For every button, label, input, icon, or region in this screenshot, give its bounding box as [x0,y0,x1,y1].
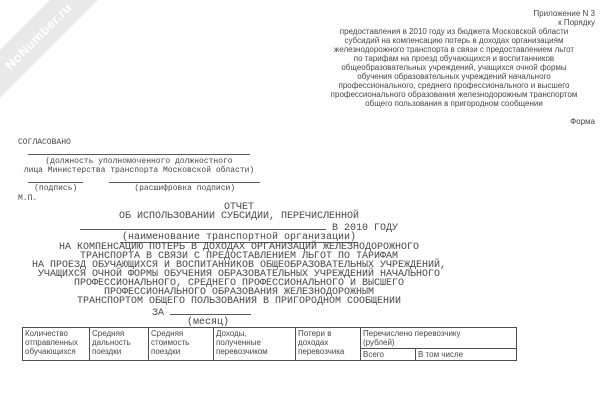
watermark-band [0,0,105,103]
appendix-subtitle: к Порядку [558,18,595,27]
appendix-line: предоставления в 2010 году из бюджета Московской области [339,27,569,36]
signature-caption: (подпись) [28,182,83,193]
col-header-avg-trip-distance: Средняя дальность поездки [90,328,149,361]
watermark-text: NoNumber.ru [1,0,75,73]
col-header-carrier-income: Доходы, полученные перевозчиком [214,328,296,361]
report-title: ОТЧЕТ [223,202,254,213]
appendix-line: профессионального, среднего профессионального и высшего [338,81,570,90]
report-table [22,327,517,361]
period-prefix: ЗА [152,308,165,319]
report-year: В 2010 ГОДУ [332,223,399,234]
appendix-line: железнодорожного транспорта в связи с предоставлением льгот [333,45,575,54]
org-name-blank [80,221,326,230]
appendix-line: общеобразовательных учреждений, учащихся очной формы [341,63,567,72]
report-body-line: НА ПРОЕЗД ОБУЧАЮЩИХСЯ И ВОСПИТАННИКОВ ОБЩЕОБРАЗОВАТЕЛЬНЫХ УЧРЕЖДЕНИЙ, [31,260,447,271]
signature-row [18,182,260,193]
signature-transcript-caption: (расшифровка подписи) [109,182,260,193]
report-title-block [0,203,478,327]
subcol-header-total: Всего [361,349,416,361]
period-row [0,306,478,318]
position-blank-line [28,147,250,155]
approval-block [18,138,260,203]
report-body-line: УЧАЩИХСЯ ОЧНОЙ ФОРМЫ ОБУЧЕНИЯ ОБРАЗОВАТЕЛЬНЫХ УЧРЕЖДЕНИЙ НАЧАЛЬНОГО [37,269,441,280]
appendix-line: общего пользования в пригородном сообщении [365,99,543,108]
report-subtitle: ОБ ИСПОЛЬЗОВАНИИ СУБСИДИИ, ПЕРЕЧИСЛЕННОЙ [118,211,360,222]
appendix-line: по тарифам на проезд обучающихся и воспитанников [353,54,555,63]
col-header-avg-trip-cost: Средняя стоимость поездки [149,328,214,361]
appendix-line: субсидий на компенсацию потерь в доходах организациям [344,36,564,45]
position-caption-line1: (должность уполномоченного должностного [45,157,233,166]
seal-mark: М.П. [18,194,38,203]
subcol-header-including: В том числе [416,349,517,361]
report-body-line: ПРОФЕССИОНАЛЬНОГО, СРЕДНЕГО ПРОФЕССИОНАЛЬНОГО И ВЫСШЕГО [73,278,405,289]
month-blank [170,306,251,315]
appendix-line: профессионального образования железнодорожным транспортом [330,90,578,99]
report-body-line: ТРАНСПОРТА В СВЯЗИ С ПРЕДОСТАВЛЕНИЕМ ЛЬГОТ ПО ТАРИФАМ [79,251,399,262]
approval-title: СОГЛАСОВАНО [18,138,71,147]
report-body-line: НА КОМПЕНСАЦИЮ ПОТЕРЬ В ДОХОДАХ ОРГАНИЗАЦИЙ ЖЕЛЕЗНОДОРОЖНОГО [58,242,420,253]
col-header-carrier-losses: Потери в доходах перевозчика [296,328,361,361]
report-body-line: ПРОФЕССИОНАЛЬНОГО ОБРАЗОВАНИЯ ЖЕЛЕЗНОДОРОЖНЫМ [103,287,375,298]
position-caption-line2: лица Министерства транспорта Московской области) [23,166,255,175]
appendix-number: Приложение N 3 [533,9,595,18]
col-header-departed-students: Количество отправленных обучающихся [23,328,90,361]
form-label: Форма [570,117,595,126]
month-caption: (месяц) [186,317,229,328]
appendix-line: обучения образовательных учреждений начального [357,72,551,81]
report-body-line: ТРАНСПОРТОМ ОБЩЕГО ПОЛЬЗОВАНИЯ В ПРИГОРОДНОМ СООБЩЕНИИ [76,296,402,307]
org-name-caption: (наименование транспортной организации) [121,232,357,243]
appendix-header [313,9,595,126]
col-group-transferred-to-carrier: Перечислено перевозчику (рублей) [361,328,517,349]
